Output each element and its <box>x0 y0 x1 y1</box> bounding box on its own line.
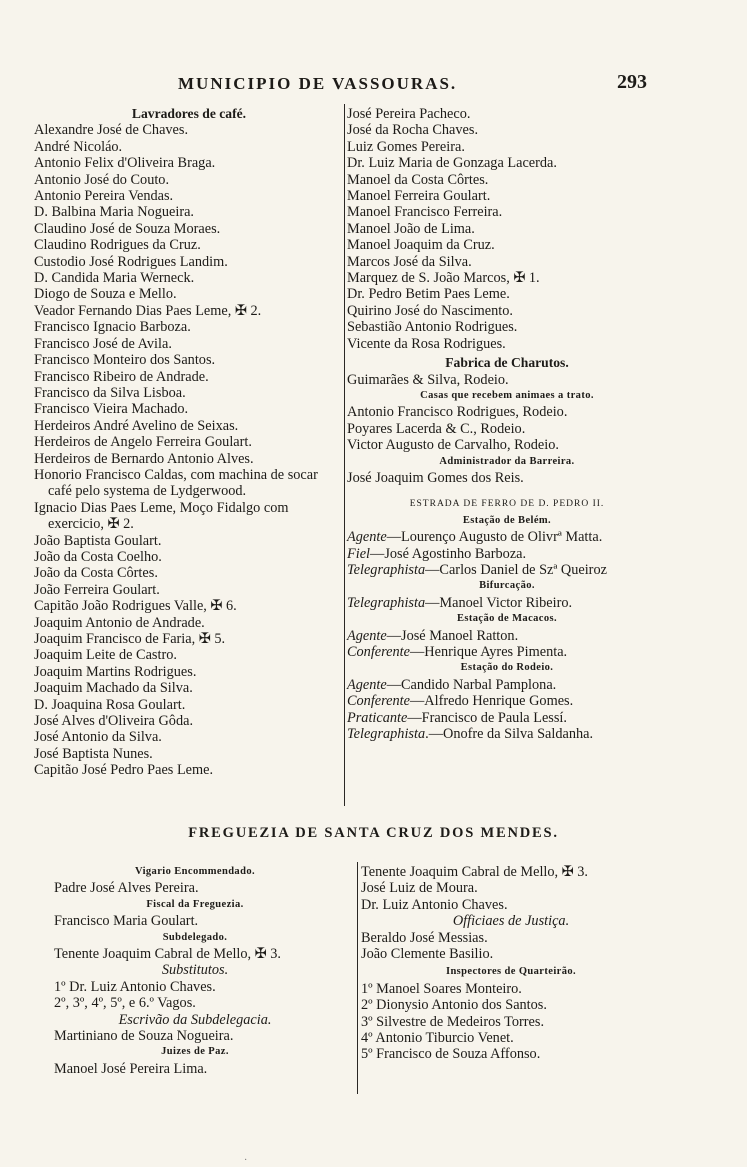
staff-role: Agente <box>347 627 387 644</box>
section-heading-rodeio: Estação do Rodeio. <box>460 662 554 674</box>
list-item: Herdeiros de Angelo Ferreira Goulart. <box>34 434 252 451</box>
page-title: MUNICIPIO DE VASSOURAS. <box>178 74 458 93</box>
staff-name: —Manoel Victor Ribeiro. <box>425 594 573 611</box>
section-heading-bifurcacao: Bifurcação. <box>479 580 535 592</box>
staff-name: —José Agostinho Barboza. <box>370 545 527 562</box>
section-heading-fiscal: Fiscal da Freguezia. <box>146 898 244 910</box>
staff-role: Telegraphista <box>347 594 426 611</box>
list-item: João da Costa Coelho. <box>34 548 162 565</box>
left-bottom-column <box>54 864 354 1077</box>
list-item: Francisco Monteiro dos Santos. <box>34 352 216 369</box>
freguezia-title: FREGUEZIA DE SANTA CRUZ DOS MENDES. <box>188 825 559 841</box>
list-item: Capitão José Pedro Paes Leme. <box>34 762 214 779</box>
list-item: Claudino José de Souza Moraes. <box>34 220 221 237</box>
list-item: Diogo de Souza e Mello. <box>34 286 177 303</box>
list-item: Tenente Joaquim Cabral de Mello, ✠ 3. <box>54 946 281 963</box>
staff-entry <box>347 546 667 562</box>
staff-role: Agente <box>347 529 387 546</box>
subdelegado-list <box>54 946 354 962</box>
staff-role: Agente <box>347 676 387 693</box>
staff-role: Praticante <box>347 709 408 726</box>
staff-entry <box>347 644 667 660</box>
list-item: Honorio Francisco Caldas, com machina de socar café pelo systema de Lydgerwood. <box>34 466 318 500</box>
macacos-staff-list <box>347 628 667 661</box>
fabrica-list <box>347 372 667 388</box>
staff-name: —Carlos Daniel de Szª Queiroz <box>425 561 607 578</box>
section-heading-substitutos: Substitutos. <box>161 962 229 979</box>
list-item: André Nicoláo. <box>34 138 123 155</box>
list-item: Ignacio Dias Paes Leme, Moço Fidalgo com exercicio, ✠ 2. <box>34 499 289 533</box>
left-top-column <box>34 106 344 779</box>
list-item: Antonio Pereira Vendas. <box>34 188 174 205</box>
inspectores-list <box>361 981 661 1063</box>
list-item: D. Balbina Maria Nogueira. <box>34 204 194 221</box>
staff-entry <box>347 710 667 726</box>
staff-entry <box>347 595 667 611</box>
list-item: D. Joaquina Rosa Goulart. <box>34 696 186 713</box>
section-heading-lavradores: Lavradores de café. <box>131 106 247 121</box>
list-item: Joaquim Martins Rodrigues. <box>34 663 197 680</box>
staff-role: Conferente <box>347 693 410 710</box>
list-item: Capitão João Rodrigues Valle, ✠ 6. <box>34 598 237 615</box>
list-item: Martiniano de Souza Nogueira. <box>54 1028 234 1045</box>
staff-name: .—Onofre da Silva Saldanha. <box>425 726 594 743</box>
section-heading-belem: Estação de Belém. <box>462 514 552 526</box>
staff-role: Conferente <box>347 644 410 660</box>
list-item: 3º Silvestre de Medeiros Torres. <box>361 1013 545 1030</box>
section-heading-administrador: Administrador da Barreira. <box>439 455 575 467</box>
list-item: Padre José Alves Pereira. <box>54 880 199 897</box>
list-item: 4º Antonio Tiburcio Venet. <box>361 1030 514 1047</box>
list-item: Veador Fernando Dias Paes Leme, ✠ 2. <box>34 302 262 319</box>
staff-name: —Francisco de Paula Lessí. <box>407 709 567 726</box>
list-item: 1º Dr. Luiz Antonio Chaves. <box>54 978 216 995</box>
lavradores-list <box>34 122 344 778</box>
list-item: Manoel João de Lima. <box>347 220 475 237</box>
list-item: 1º Manoel Soares Monteiro. <box>361 980 522 997</box>
section-heading-fabrica: Fabrica de Charutos. <box>445 355 569 371</box>
casas-list <box>347 404 667 453</box>
list-item: Vicente da Rosa Rodrigues. <box>347 335 506 352</box>
belem-staff-list <box>347 529 667 578</box>
fiscal-list <box>54 913 354 929</box>
section-heading-inspectores: Inspectores de Quarteirão. <box>445 966 577 978</box>
list-item: Francisco da Silva Lisboa. <box>34 384 186 401</box>
officiaes-list <box>361 930 661 963</box>
list-item: Joaquim Leite de Castro. <box>34 647 177 664</box>
list-item: Joaquim Antonio de Andrade. <box>34 614 205 631</box>
vigario-list <box>54 880 354 896</box>
list-item: Victor Augusto de Carvalho, Rodeio. <box>347 437 559 454</box>
list-item: José Luiz de Moura. <box>361 880 478 897</box>
list-item: Manoel Francisco Ferreira. <box>347 204 503 221</box>
staff-name: —Alfredo Henrique Gomes. <box>410 693 574 710</box>
list-item: Beraldo José Messias. <box>361 929 488 946</box>
list-item: 2º Dionysio Antonio dos Santos. <box>361 997 547 1014</box>
list-item: Tenente Joaquim Cabral de Mello, ✠ 3. <box>361 864 588 880</box>
list-item: Luiz Gomes Pereira. <box>347 138 465 155</box>
section-heading-escrivao: Escrivão da Subdelegacia. <box>118 1011 272 1028</box>
staff-name: —Candido Narbal Pamplona. <box>386 676 557 693</box>
column-rule-top <box>344 104 345 806</box>
staff-name: —Lourenço Augusto de Olivrª Matta. <box>386 529 603 546</box>
list-item: Dr. Luiz Antonio Chaves. <box>361 896 508 913</box>
list-item: José Alves d'Oliveira Gôda. <box>34 713 194 730</box>
list-item: Marcos José da Silva. <box>347 253 472 270</box>
right-bottom-column <box>361 864 661 1063</box>
section-heading-casas: Casas que recebem animaes a trato. <box>420 389 594 401</box>
list-item: Guimarães & Silva, Rodeio. <box>347 371 509 388</box>
list-item: João da Costa Côrtes. <box>34 565 158 582</box>
list-item: Antonio José do Couto. <box>34 171 170 188</box>
list-item: José Baptista Nunes. <box>34 745 153 762</box>
section-heading-officiaes: Officiaes de Justiça. <box>452 913 570 930</box>
list-item: Francisco Ignacio Barboza. <box>34 319 191 336</box>
staff-role: Telegraphista <box>347 561 426 578</box>
list-item: Francisco Vieira Machado. <box>34 401 189 418</box>
list-item: 5º Francisco de Souza Affonso. <box>361 1046 541 1063</box>
section-heading-subdelegado: Subdelegado. <box>162 931 228 943</box>
list-item: D. Candida Maria Werneck. <box>34 270 195 287</box>
list-item: José Joaquim Gomes dos Reis. <box>347 469 524 486</box>
list-item: Herdeiros André Avelino de Seixas. <box>34 417 239 434</box>
list-item: Poyares Lacerda & C., Rodeio. <box>347 420 526 437</box>
list-item: Manoel da Costa Côrtes. <box>347 171 489 188</box>
list-item: Alexandre José de Chaves. <box>34 122 189 139</box>
page-number: 293 <box>617 71 647 93</box>
list-item: Custodio José Rodrigues Landim. <box>34 253 228 270</box>
section-heading-vigario: Vigario Encommendado. <box>134 866 255 877</box>
page-mark: · <box>244 1155 248 1166</box>
substitutos-list <box>54 979 354 1012</box>
staff-role: Telegraphista <box>347 726 426 743</box>
list-item: Claudino Rodrigues da Cruz. <box>34 237 201 254</box>
list-item: Dr. Luiz Maria de Gonzaga Lacerda. <box>347 155 557 172</box>
section-heading-estrada: ESTRADA DE FERRO DE D. PEDRO II. <box>409 499 605 510</box>
section-heading-macacos: Estação de Macacos. <box>456 613 558 625</box>
list-item: Francisco Maria Goulart. <box>54 913 199 930</box>
list-item: Sebastião Antonio Rodrigues. <box>347 319 518 336</box>
staff-entry <box>347 529 667 545</box>
staff-name: —Henrique Ayres Pimenta. <box>410 644 568 660</box>
juizes-list-continued <box>361 864 661 913</box>
staff-role: Fiel <box>347 545 371 562</box>
list-item: Manoel José Pereira Lima. <box>54 1060 208 1077</box>
list-item: João Clemente Basilio. <box>361 946 494 963</box>
list-item: 2º, 3º, 4º, 5º, e 6.º Vagos. <box>54 995 196 1012</box>
list-item: Herdeiros de Bernardo Antonio Alves. <box>34 450 254 467</box>
staff-entry <box>347 562 667 578</box>
juizes-list <box>54 1061 354 1077</box>
list-item: Francisco Ribeiro de Andrade. <box>34 368 209 385</box>
list-item: João Baptista Goulart. <box>34 532 162 549</box>
list-item: Antonio Felix d'Oliveira Braga. <box>34 155 216 172</box>
list-item: Quirino José do Nascimento. <box>347 302 513 319</box>
section-heading-juizes: Juizes de Paz. <box>161 1046 229 1058</box>
list-item: Dr. Pedro Betim Paes Leme. <box>347 286 510 303</box>
escrivao-list <box>54 1028 354 1044</box>
list-item: Antonio Francisco Rodrigues, Rodeio. <box>347 404 568 421</box>
list-item: Francisco José de Avila. <box>34 335 172 352</box>
staff-name: —José Manoel Ratton. <box>386 627 519 644</box>
list-item: José Pereira Pacheco. <box>347 106 471 122</box>
column-rule-bottom <box>357 862 358 1094</box>
staff-entry <box>347 628 667 644</box>
bifurcacao-staff-list <box>347 595 667 611</box>
list-item: João Ferreira Goulart. <box>34 581 160 598</box>
list-item: Manoel Joaquim da Cruz. <box>347 237 495 254</box>
list-item: Manoel Ferreira Goulart. <box>347 188 491 205</box>
lavradores-list-continued <box>347 106 667 352</box>
list-item: Joaquim Machado da Silva. <box>34 680 193 697</box>
list-item: Marquez de S. João Marcos, ✠ 1. <box>347 270 540 287</box>
list-item: Joaquim Francisco de Faria, ✠ 5. <box>34 631 226 647</box>
administrador-list <box>347 470 667 486</box>
right-top-column <box>347 106 667 742</box>
staff-entry <box>347 693 667 709</box>
staff-entry <box>347 726 667 742</box>
list-item: José da Rocha Chaves. <box>347 122 479 139</box>
staff-entry <box>347 677 667 693</box>
page-header <box>0 71 747 98</box>
list-item: José Antonio da Silva. <box>34 729 162 746</box>
rodeio-staff-list <box>347 677 667 743</box>
